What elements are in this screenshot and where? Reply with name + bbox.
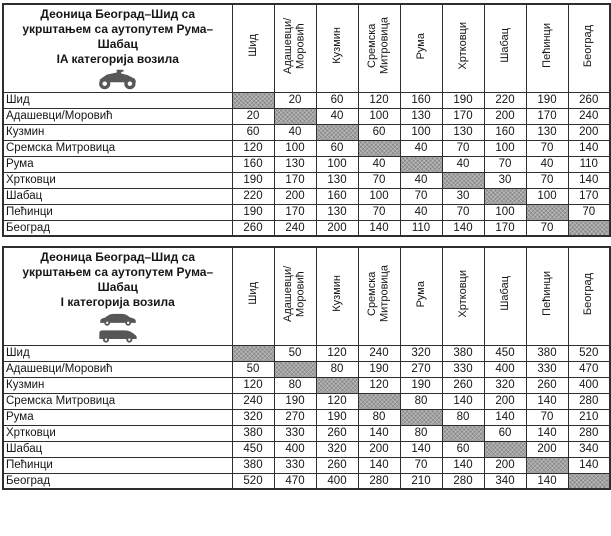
diagonal-cell <box>316 124 358 140</box>
price-cell: 40 <box>274 124 316 140</box>
van-icon <box>95 327 141 343</box>
price-cell: 450 <box>232 441 274 457</box>
header-row <box>3 4 610 92</box>
price-cell: 70 <box>526 409 568 425</box>
diagonal-cell <box>274 361 316 377</box>
table-title: Деоница Београд–Шид са укрштањем са аутопутем Рума– Шабац I категорија возила <box>22 250 214 309</box>
row-label: Хртковци <box>3 172 232 188</box>
price-cell: 120 <box>358 377 400 393</box>
price-cell: 280 <box>442 473 484 489</box>
diagonal-cell <box>232 345 274 361</box>
price-cell: 260 <box>316 425 358 441</box>
price-cell: 200 <box>316 220 358 236</box>
diagonal-cell <box>526 204 568 220</box>
table-row <box>3 361 610 377</box>
price-cell: 240 <box>232 393 274 409</box>
column-header: Пећинци <box>526 4 568 92</box>
price-cell: 400 <box>568 377 610 393</box>
price-cell: 340 <box>568 441 610 457</box>
price-cell: 70 <box>358 172 400 188</box>
price-cell: 140 <box>484 409 526 425</box>
row-label: Сремска Митровица <box>3 140 232 156</box>
price-cell: 160 <box>484 124 526 140</box>
column-header: Шид <box>232 247 274 345</box>
price-cell: 320 <box>232 409 274 425</box>
price-cell: 140 <box>358 425 400 441</box>
price-cell: 80 <box>442 409 484 425</box>
price-cell: 100 <box>400 124 442 140</box>
column-header: Адашевци/​Моровић <box>274 247 316 345</box>
price-cell: 470 <box>568 361 610 377</box>
price-cell: 80 <box>400 425 442 441</box>
column-header: Сремска Митровица <box>358 4 400 92</box>
table-row <box>3 425 610 441</box>
price-cell: 270 <box>400 361 442 377</box>
diagonal-cell <box>442 172 484 188</box>
table-row <box>3 409 610 425</box>
price-cell: 190 <box>526 92 568 108</box>
table-row <box>3 457 610 473</box>
price-cell: 70 <box>526 172 568 188</box>
price-cell: 50 <box>232 361 274 377</box>
column-header: Кузмин <box>316 247 358 345</box>
price-cell: 30 <box>484 172 526 188</box>
price-cell: 200 <box>484 457 526 473</box>
price-cell: 400 <box>484 361 526 377</box>
row-label: Кузмин <box>3 377 232 393</box>
price-cell: 30 <box>442 188 484 204</box>
price-cell: 40 <box>526 156 568 172</box>
diagonal-cell <box>232 92 274 108</box>
row-label: Кузмин <box>3 124 232 140</box>
price-cell: 130 <box>526 124 568 140</box>
diagonal-cell <box>526 457 568 473</box>
vehicle-icons <box>8 312 228 343</box>
price-cell: 330 <box>274 457 316 473</box>
price-cell: 330 <box>274 425 316 441</box>
price-cell: 200 <box>484 108 526 124</box>
price-cell: 100 <box>358 108 400 124</box>
diagonal-cell <box>442 425 484 441</box>
price-cell: 190 <box>232 172 274 188</box>
price-cell: 70 <box>400 188 442 204</box>
price-cell: 330 <box>442 361 484 377</box>
price-cell: 200 <box>358 441 400 457</box>
row-label: Пећинци <box>3 204 232 220</box>
table-row <box>3 92 610 108</box>
column-header: Шид <box>232 4 274 92</box>
table-title-cell <box>3 4 232 92</box>
column-header: Адашевци/​Моровић <box>274 4 316 92</box>
price-cell: 80 <box>358 409 400 425</box>
price-cell: 210 <box>400 473 442 489</box>
car-icon <box>97 312 139 326</box>
price-cell: 240 <box>274 220 316 236</box>
price-cell: 260 <box>232 220 274 236</box>
price-cell: 140 <box>358 220 400 236</box>
price-cell: 140 <box>568 140 610 156</box>
price-cell: 280 <box>568 393 610 409</box>
price-cell: 120 <box>316 393 358 409</box>
price-cell: 380 <box>526 345 568 361</box>
price-cell: 40 <box>316 108 358 124</box>
price-cell: 200 <box>526 441 568 457</box>
price-cell: 60 <box>358 124 400 140</box>
table-row <box>3 156 610 172</box>
price-cell: 340 <box>484 473 526 489</box>
price-cell: 60 <box>316 140 358 156</box>
price-cell: 260 <box>568 92 610 108</box>
price-cell: 120 <box>358 92 400 108</box>
diagonal-cell <box>400 156 442 172</box>
price-cell: 380 <box>442 345 484 361</box>
price-cell: 140 <box>526 473 568 489</box>
price-cell: 160 <box>400 92 442 108</box>
price-cell: 40 <box>400 204 442 220</box>
price-cell: 100 <box>274 140 316 156</box>
price-cell: 20 <box>274 92 316 108</box>
price-cell: 120 <box>232 377 274 393</box>
price-cell: 50 <box>274 345 316 361</box>
table-row <box>3 108 610 124</box>
price-cell: 260 <box>442 377 484 393</box>
price-cell: 80 <box>274 377 316 393</box>
price-cell: 80 <box>316 361 358 377</box>
column-header: Хртковци <box>442 247 484 345</box>
row-label: Београд <box>3 473 232 489</box>
price-cell: 400 <box>316 473 358 489</box>
price-cell: 130 <box>274 156 316 172</box>
price-cell: 120 <box>232 140 274 156</box>
price-cell: 240 <box>358 345 400 361</box>
toll-table-category-ia <box>2 3 611 237</box>
diagonal-cell <box>484 441 526 457</box>
price-cell: 110 <box>568 156 610 172</box>
price-cell: 170 <box>442 108 484 124</box>
price-cell: 210 <box>568 409 610 425</box>
table-row <box>3 172 610 188</box>
diagonal-cell <box>568 220 610 236</box>
table-title-cell <box>3 247 232 345</box>
price-cell: 140 <box>442 457 484 473</box>
diagonal-cell <box>484 188 526 204</box>
price-cell: 520 <box>568 345 610 361</box>
price-cell: 60 <box>484 425 526 441</box>
price-cell: 140 <box>526 425 568 441</box>
price-cell: 70 <box>526 140 568 156</box>
column-header: Кузмин <box>316 4 358 92</box>
price-cell: 100 <box>484 140 526 156</box>
table-row <box>3 124 610 140</box>
table-title: Деоница Београд–Шид са укрштањем са аутопутем Рума– Шабац IA категорија возила <box>22 7 214 66</box>
price-cell: 140 <box>400 441 442 457</box>
price-cell: 280 <box>568 425 610 441</box>
toll-table-category-i <box>2 246 611 490</box>
row-label: Адашевци/Моровић <box>3 108 232 124</box>
price-cell: 70 <box>442 204 484 220</box>
price-cell: 320 <box>400 345 442 361</box>
price-cell: 380 <box>232 425 274 441</box>
diagonal-cell <box>274 108 316 124</box>
row-label: Шид <box>3 92 232 108</box>
price-cell: 130 <box>400 108 442 124</box>
price-cell: 170 <box>568 188 610 204</box>
price-cell: 140 <box>442 220 484 236</box>
price-cell: 110 <box>400 220 442 236</box>
price-cell: 70 <box>442 140 484 156</box>
table-row <box>3 441 610 457</box>
table-row <box>3 220 610 236</box>
price-cell: 190 <box>442 92 484 108</box>
price-cell: 140 <box>358 457 400 473</box>
price-cell: 190 <box>274 393 316 409</box>
diagonal-cell <box>358 140 400 156</box>
price-cell: 190 <box>358 361 400 377</box>
motorcycle-icon <box>95 69 141 90</box>
price-cell: 140 <box>526 393 568 409</box>
diagonal-cell <box>400 409 442 425</box>
price-cell: 260 <box>316 457 358 473</box>
price-cell: 260 <box>526 377 568 393</box>
price-cell: 270 <box>274 409 316 425</box>
price-cell: 80 <box>400 393 442 409</box>
price-cell: 70 <box>400 457 442 473</box>
price-cell: 190 <box>316 409 358 425</box>
price-cell: 40 <box>400 140 442 156</box>
price-cell: 140 <box>568 457 610 473</box>
price-cell: 100 <box>316 156 358 172</box>
price-cell: 450 <box>484 345 526 361</box>
column-header: Хртковци <box>442 4 484 92</box>
price-cell: 220 <box>484 92 526 108</box>
row-label: Рума <box>3 409 232 425</box>
price-cell: 330 <box>526 361 568 377</box>
price-cell: 190 <box>400 377 442 393</box>
row-label: Рума <box>3 156 232 172</box>
table-row <box>3 140 610 156</box>
price-cell: 240 <box>568 108 610 124</box>
price-cell: 170 <box>484 220 526 236</box>
price-cell: 320 <box>316 441 358 457</box>
price-cell: 100 <box>358 188 400 204</box>
price-cell: 160 <box>316 188 358 204</box>
table-row <box>3 377 610 393</box>
price-cell: 40 <box>442 156 484 172</box>
table-row <box>3 204 610 220</box>
price-cell: 70 <box>526 220 568 236</box>
price-cell: 220 <box>232 188 274 204</box>
column-header: Сремска Митровица <box>358 247 400 345</box>
price-cell: 190 <box>232 204 274 220</box>
price-cell: 470 <box>274 473 316 489</box>
price-cell: 170 <box>274 172 316 188</box>
row-label: Шабац <box>3 188 232 204</box>
table-row <box>3 345 610 361</box>
diagonal-cell <box>568 473 610 489</box>
price-cell: 320 <box>484 377 526 393</box>
price-cell: 200 <box>274 188 316 204</box>
price-cell: 60 <box>316 92 358 108</box>
price-cell: 40 <box>400 172 442 188</box>
price-cell: 380 <box>232 457 274 473</box>
price-cell: 170 <box>274 204 316 220</box>
price-cell: 40 <box>358 156 400 172</box>
row-label: Сремска Митровица <box>3 393 232 409</box>
price-cell: 130 <box>442 124 484 140</box>
price-cell: 400 <box>274 441 316 457</box>
price-cell: 130 <box>316 204 358 220</box>
price-cell: 170 <box>526 108 568 124</box>
column-header: Рума <box>400 247 442 345</box>
row-label: Београд <box>3 220 232 236</box>
header-row <box>3 247 610 345</box>
column-header: Београд <box>568 247 610 345</box>
row-label: Шид <box>3 345 232 361</box>
column-header: Рума <box>400 4 442 92</box>
table-row <box>3 393 610 409</box>
diagonal-cell <box>316 377 358 393</box>
price-cell: 120 <box>316 345 358 361</box>
column-header: Београд <box>568 4 610 92</box>
diagonal-cell <box>358 393 400 409</box>
price-cell: 160 <box>232 156 274 172</box>
price-cell: 60 <box>232 124 274 140</box>
price-cell: 70 <box>358 204 400 220</box>
row-label: Адашевци/Моровић <box>3 361 232 377</box>
price-cell: 140 <box>442 393 484 409</box>
table-row <box>3 473 610 489</box>
column-header: Шабац <box>484 4 526 92</box>
column-header: Шабац <box>484 247 526 345</box>
price-cell: 70 <box>568 204 610 220</box>
price-cell: 200 <box>484 393 526 409</box>
price-cell: 100 <box>526 188 568 204</box>
price-cell: 200 <box>568 124 610 140</box>
price-cell: 20 <box>232 108 274 124</box>
table-row <box>3 188 610 204</box>
vehicle-icons <box>8 69 228 90</box>
price-cell: 280 <box>358 473 400 489</box>
price-cell: 60 <box>442 441 484 457</box>
price-cell: 130 <box>316 172 358 188</box>
row-label: Хртковци <box>3 425 232 441</box>
price-cell: 140 <box>568 172 610 188</box>
price-cell: 100 <box>484 204 526 220</box>
price-cell: 70 <box>484 156 526 172</box>
column-header: Пећинци <box>526 247 568 345</box>
row-label: Шабац <box>3 441 232 457</box>
row-label: Пећинци <box>3 457 232 473</box>
price-cell: 520 <box>232 473 274 489</box>
